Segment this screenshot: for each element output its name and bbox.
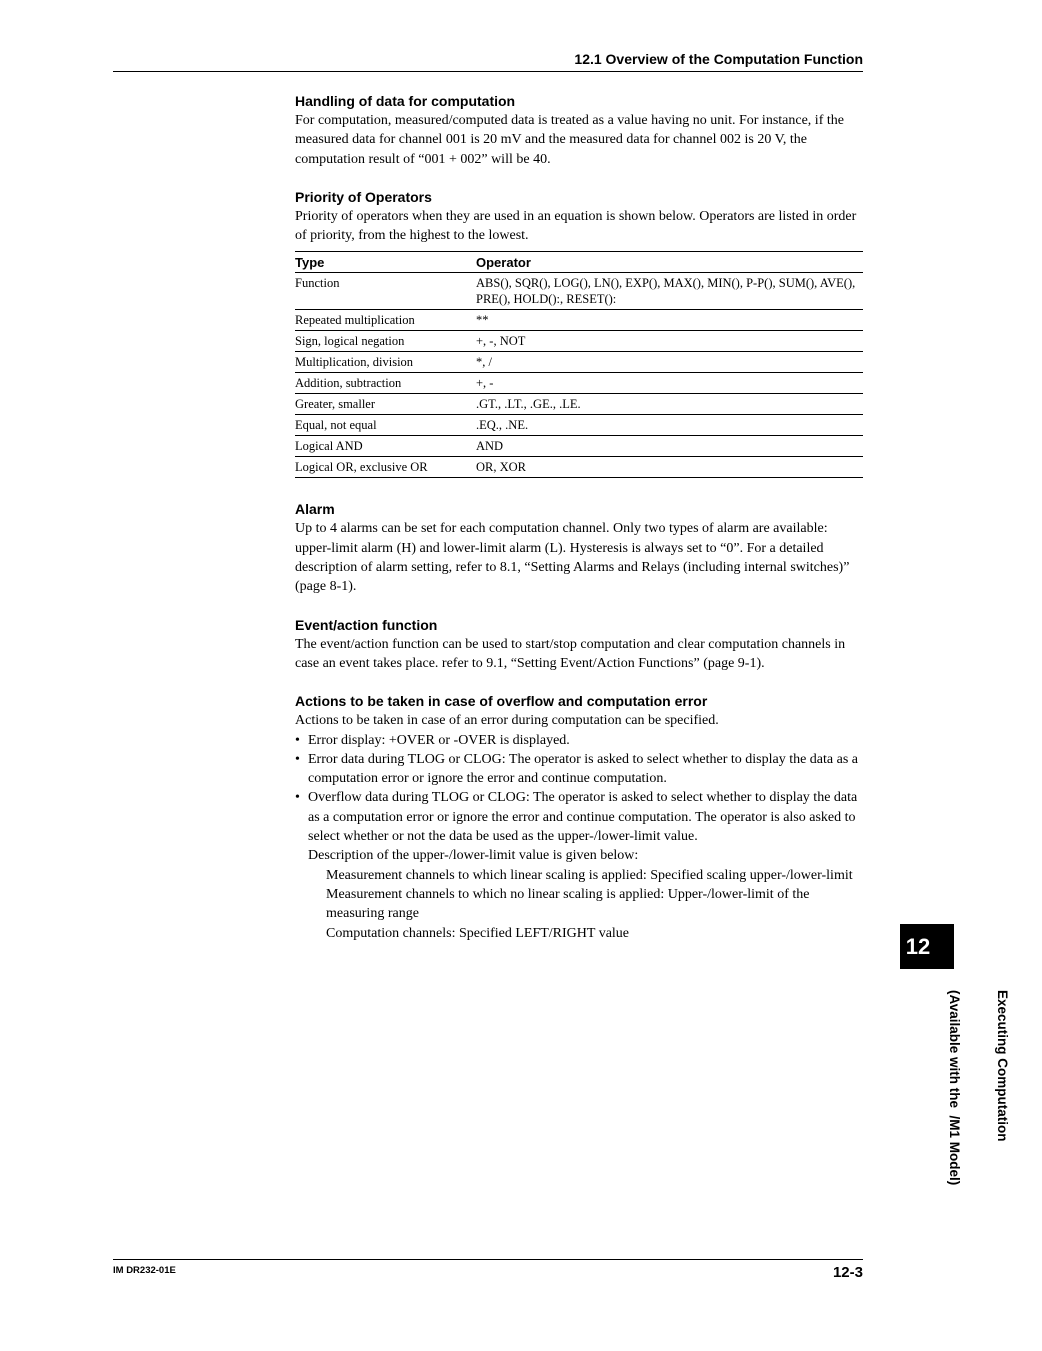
side-title-line1: Executing Computation	[995, 990, 1010, 1142]
side-title-line2: (Available with the /M1 Model)	[947, 990, 962, 1186]
type-cell: Logical OR, exclusive OR	[295, 457, 476, 478]
footer-rule	[113, 1259, 863, 1260]
limit-sub-item: Measurement channels to which linear scaling is applied: Specified scaling upper-/lower-limit	[326, 867, 853, 883]
table-row	[295, 310, 863, 331]
alarm-body: Up to 4 alarms can be set for each computation channel. Only two types of alarm are available: upper-limit alarm (H) and lower-limit alarm (L). Hysteresis is always set to “0”. For a detailed description of alarm setting, refer to 8.1, “Setting Alarms and Relays (including internal switches)” (page 8-1).	[295, 521, 850, 595]
table-row	[295, 436, 863, 457]
operator-column-header: Operator	[476, 252, 863, 273]
type-cell: Greater, smaller	[295, 394, 476, 415]
type-cell: Logical AND	[295, 436, 476, 457]
type-cell: Equal, not equal	[295, 415, 476, 436]
handling-body: For computation, measured/computed data is treated as a value having no unit. For instance, if the measured data for channel 001 is 20 mV and the measured data for channel 002 is 20 V, the computation result of “001 + 002” will be 40.	[295, 113, 844, 167]
type-column-header: Type	[295, 252, 476, 273]
operator-priority-table	[295, 251, 863, 478]
operator-cell: ABS(), SQR(), LOG(), LN(), EXP(), MAX(), MIN(), P-P(), SUM(), AVE(), PRE(), HOLD():, RESET():	[476, 273, 863, 310]
limit-sub-item: Measurement channels to which no linear scaling is applied: Upper-/lower-limit of the measuring range	[326, 886, 810, 922]
overflow-bullet-list	[295, 731, 863, 847]
chapter-tab: 12	[900, 924, 954, 969]
table-row	[295, 273, 863, 310]
table-row	[295, 352, 863, 373]
bullet-text: Error display: +OVER or -OVER is displayed.	[308, 732, 570, 748]
table-row	[295, 457, 863, 478]
table-row	[295, 373, 863, 394]
operator-cell: +, -, NOT	[476, 331, 863, 352]
type-cell: Repeated multiplication	[295, 310, 476, 331]
type-cell: Sign, logical negation	[295, 331, 476, 352]
page-content	[295, 92, 863, 943]
operator-cell: .EQ., .NE.	[476, 415, 863, 436]
event-heading: Event/action function	[295, 616, 438, 633]
operator-cell: .GT., .LT., .GE., .LE.	[476, 394, 863, 415]
table-row	[295, 331, 863, 352]
overflow-intro: Actions to be taken in case of an error during computation can be specified.	[295, 713, 719, 729]
event-body: The event/action function can be used to start/stop computation and clear computation channels in case an event takes place. refer to 9.1, “Setting Event/Action Functions” (page 9-1).	[295, 636, 846, 671]
overflow-heading: Actions to be taken in case of overflow and computation error	[295, 693, 708, 710]
operator-cell: OR, XOR	[476, 457, 863, 478]
running-header: 12.1 Overview of the Computation Function	[574, 51, 863, 67]
priority-body: Priority of operators when they are used in an equation is shown below. Operators are listed in order of priority, from the highest to the lowest.	[295, 208, 857, 244]
bullet-icon: •	[295, 732, 300, 748]
type-cell: Function	[295, 273, 476, 310]
bullet-icon: •	[295, 790, 300, 806]
page-number: 12-3	[832, 1264, 863, 1281]
operator-cell: *, /	[476, 352, 863, 373]
operator-cell: **	[476, 310, 863, 331]
list-item	[295, 731, 863, 750]
table-header-row	[295, 252, 863, 273]
bullet-text: Overflow data during TLOG or CLOG: The operator is asked to select whether to display the data as a computation error or ignore the error and continue computation. The operator is also asked to select whether or not the data be used as the upper-/lower-limit value.	[308, 790, 858, 845]
header-rule	[113, 71, 863, 72]
alarm-heading: Alarm	[295, 501, 335, 518]
operator-cell: +, -	[476, 373, 863, 394]
handling-heading: Handling of data for computation	[295, 93, 516, 109]
bullet-text: Error data during TLOG or CLOG: The operator is asked to select whether to display the data as a computation error or ignore the error and continue computation.	[308, 751, 858, 787]
limit-description: Description of the upper-/lower-limit value is given below:	[308, 848, 639, 864]
operator-cell: AND	[476, 436, 863, 457]
chapter-side-title	[930, 990, 1042, 1185]
type-cell: Addition, subtraction	[295, 373, 476, 394]
bullet-icon: •	[295, 751, 300, 767]
document-id: IM DR232-01E	[113, 1265, 176, 1276]
priority-heading: Priority of Operators	[295, 188, 432, 205]
list-item	[295, 750, 863, 789]
limit-sub-item: Computation channels: Specified LEFT/RIGHT value	[326, 925, 630, 941]
table-row	[295, 415, 863, 436]
type-cell: Multiplication, division	[295, 352, 476, 373]
table-row	[295, 394, 863, 415]
list-item	[295, 788, 863, 846]
